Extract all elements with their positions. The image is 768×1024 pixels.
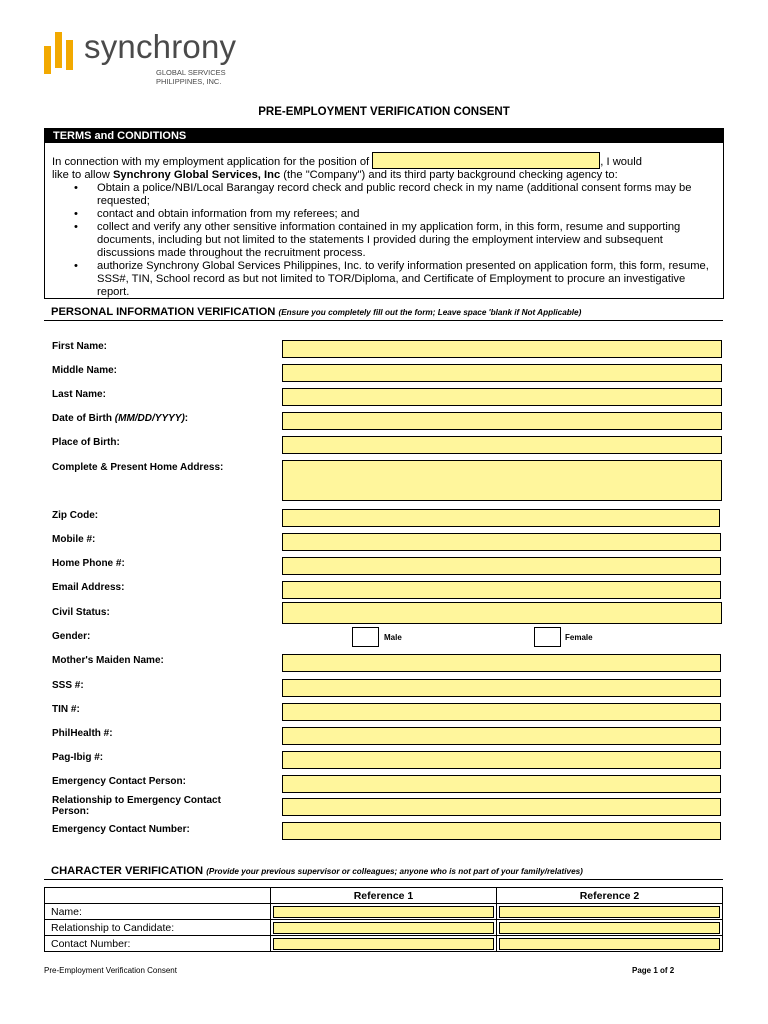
zip-code-field[interactable] bbox=[282, 509, 720, 527]
sss-field[interactable] bbox=[282, 679, 721, 697]
terms-intro-line2-text: like to allow bbox=[52, 169, 113, 181]
home-address-label: Complete & Present Home Address: bbox=[52, 462, 224, 473]
table-row bbox=[45, 920, 723, 936]
email-label: Email Address: bbox=[52, 582, 125, 593]
reference-2-name-field[interactable] bbox=[499, 906, 720, 918]
tin-field[interactable] bbox=[282, 703, 721, 721]
character-verification-heading bbox=[51, 865, 583, 877]
emergency-person-label: Emergency Contact Person: bbox=[52, 776, 186, 787]
middle-name-field[interactable] bbox=[282, 364, 722, 382]
character-verification-title: CHARACTER VERIFICATION bbox=[51, 865, 204, 877]
reference-2-name-cell[interactable] bbox=[497, 904, 723, 920]
reference-row-label: Relationship to Candidate: bbox=[45, 920, 271, 936]
middle-name-label: Middle Name: bbox=[52, 365, 118, 376]
logo-subtitle bbox=[156, 68, 226, 86]
mobile-label: Mobile #: bbox=[52, 534, 96, 545]
document-title: PRE-EMPLOYMENT VERIFICATION CONSENT bbox=[258, 106, 510, 118]
reference-1-name-cell[interactable] bbox=[271, 904, 497, 920]
home-address-field[interactable] bbox=[282, 460, 722, 501]
reference-table bbox=[44, 887, 723, 952]
company-logo bbox=[36, 26, 266, 90]
logo-sub-line2: PHILIPPINES, INC. bbox=[156, 77, 222, 86]
emergency-person-field[interactable] bbox=[282, 775, 721, 793]
terms-body bbox=[52, 152, 712, 299]
zip-code-label: Zip Code: bbox=[52, 510, 99, 521]
terms-intro-text: In connection with my employment application for the position of bbox=[52, 156, 370, 168]
gender-female-label: Female bbox=[565, 633, 593, 642]
personal-info-title: PERSONAL INFORMATION VERIFICATION bbox=[51, 306, 276, 318]
terms-intro-line1 bbox=[52, 152, 712, 169]
character-verification-note: (Provide your previous supervisor or colleagues; anyone who is not part of your family/relatives) bbox=[206, 867, 583, 876]
mothers-maiden-name-label: Mother's Maiden Name: bbox=[52, 655, 164, 666]
dob-label-text: Date of Birth bbox=[52, 413, 115, 424]
terms-bullet-list bbox=[52, 182, 712, 299]
first-name-label: First Name: bbox=[52, 341, 108, 352]
reference-2-contact-field[interactable] bbox=[499, 938, 720, 950]
dob-format-text: (MM/DD/YYYY) bbox=[114, 413, 185, 424]
reference-row-label: Name: bbox=[45, 904, 271, 920]
reference-2-relationship-field[interactable] bbox=[499, 922, 720, 934]
reference-1-name-field[interactable] bbox=[273, 906, 494, 918]
sss-label: SSS #: bbox=[52, 680, 84, 691]
emergency-number-label: Emergency Contact Number: bbox=[52, 824, 190, 835]
logo-sub-line1: GLOBAL SERVICES bbox=[156, 68, 226, 77]
logo-bar-icon bbox=[44, 46, 51, 74]
home-phone-label: Home Phone #: bbox=[52, 558, 125, 569]
pagibig-label: Pag-Ibig #: bbox=[52, 752, 104, 763]
footer-document-name: Pre-Employment Verification Consent bbox=[44, 966, 177, 975]
last-name-field[interactable] bbox=[282, 388, 722, 406]
reference-header-blank bbox=[45, 888, 271, 904]
logo-brand-text: synchrony bbox=[84, 28, 237, 65]
pagibig-field[interactable] bbox=[282, 751, 721, 769]
reference-1-relationship-cell[interactable] bbox=[271, 920, 497, 936]
personal-info-rule bbox=[44, 320, 723, 321]
reference-1-contact-cell[interactable] bbox=[271, 936, 497, 952]
terms-intro-line2-end: (the "Company") and its third party background checking agency to: bbox=[280, 169, 618, 181]
reference-1-contact-field[interactable] bbox=[273, 938, 494, 950]
terms-intro-line2 bbox=[52, 169, 712, 182]
email-field[interactable] bbox=[282, 581, 721, 599]
emergency-relationship-field[interactable] bbox=[282, 798, 721, 816]
logo-bar-icon bbox=[55, 32, 62, 68]
last-name-label: Last Name: bbox=[52, 389, 106, 400]
place-of-birth-field[interactable] bbox=[282, 436, 722, 454]
personal-info-heading bbox=[51, 306, 581, 318]
date-of-birth-field[interactable] bbox=[282, 412, 722, 430]
table-row bbox=[45, 904, 723, 920]
date-of-birth-label bbox=[52, 413, 188, 424]
terms-bullet: • authorize Synchrony Global Services Philippines, Inc. to verify information presented on application form, this form, resume, SSS#, TIN, School record as but not limited to TOR/Diploma, and Certificate of Employment to procure an investigative report. bbox=[52, 260, 712, 299]
emergency-relationship-line1: Relationship to Emergency Contact bbox=[52, 795, 221, 806]
mothers-maiden-name-field[interactable] bbox=[282, 654, 721, 672]
reference-1-header: Reference 1 bbox=[271, 888, 497, 904]
terms-box bbox=[44, 128, 724, 299]
terms-bullet: • contact and obtain information from my referees; and bbox=[52, 208, 712, 221]
place-of-birth-label: Place of Birth: bbox=[52, 437, 120, 448]
emergency-relationship-label bbox=[52, 795, 221, 817]
company-name: Synchrony Global Services, Inc bbox=[112, 169, 281, 181]
table-row bbox=[45, 936, 723, 952]
reference-2-relationship-cell[interactable] bbox=[497, 920, 723, 936]
civil-status-label: Civil Status: bbox=[52, 607, 110, 618]
emergency-relationship-line2: Person: bbox=[52, 806, 90, 817]
philhealth-field[interactable] bbox=[282, 727, 721, 745]
terms-heading: TERMS and CONDITIONS bbox=[45, 129, 723, 143]
home-phone-field[interactable] bbox=[282, 557, 721, 575]
reference-row-label: Contact Number: bbox=[45, 936, 271, 952]
reference-1-relationship-field[interactable] bbox=[273, 922, 494, 934]
gender-female-checkbox[interactable] bbox=[534, 627, 561, 647]
terms-intro-continued: , I would bbox=[600, 156, 642, 168]
philhealth-label: PhilHealth #: bbox=[52, 728, 113, 739]
tin-label: TIN #: bbox=[52, 704, 80, 715]
character-verification-rule bbox=[44, 879, 723, 880]
reference-table-header bbox=[45, 888, 723, 904]
terms-bullet: • Obtain a police/NBI/Local Barangay record check and public record check in my name (additional consent forms may be requested; bbox=[52, 182, 712, 208]
gender-male-checkbox[interactable] bbox=[352, 627, 379, 647]
footer-page-number: Page 1 of 2 bbox=[632, 966, 675, 975]
gender-male-label: Male bbox=[384, 633, 402, 642]
logo-bar-icon bbox=[66, 40, 73, 70]
position-input[interactable] bbox=[372, 152, 600, 169]
first-name-field[interactable] bbox=[282, 340, 722, 358]
civil-status-field[interactable] bbox=[282, 602, 722, 624]
personal-info-note: (Ensure you completely fill out the form; Leave space 'blank if Not Applicable) bbox=[278, 308, 582, 317]
reference-2-header: Reference 2 bbox=[497, 888, 723, 904]
mobile-field[interactable] bbox=[282, 533, 721, 551]
gender-label: Gender: bbox=[52, 631, 91, 642]
reference-2-contact-cell[interactable] bbox=[497, 936, 723, 952]
dob-label-colon: : bbox=[184, 413, 189, 424]
emergency-number-field[interactable] bbox=[282, 822, 721, 840]
terms-bullet: • collect and verify any other sensitive information contained in my application form, in this form, resume and supporting documents, including but not limited to the statements I provided during the employment interview and subsequent discussions made throughout the recruitment process. bbox=[52, 221, 712, 260]
